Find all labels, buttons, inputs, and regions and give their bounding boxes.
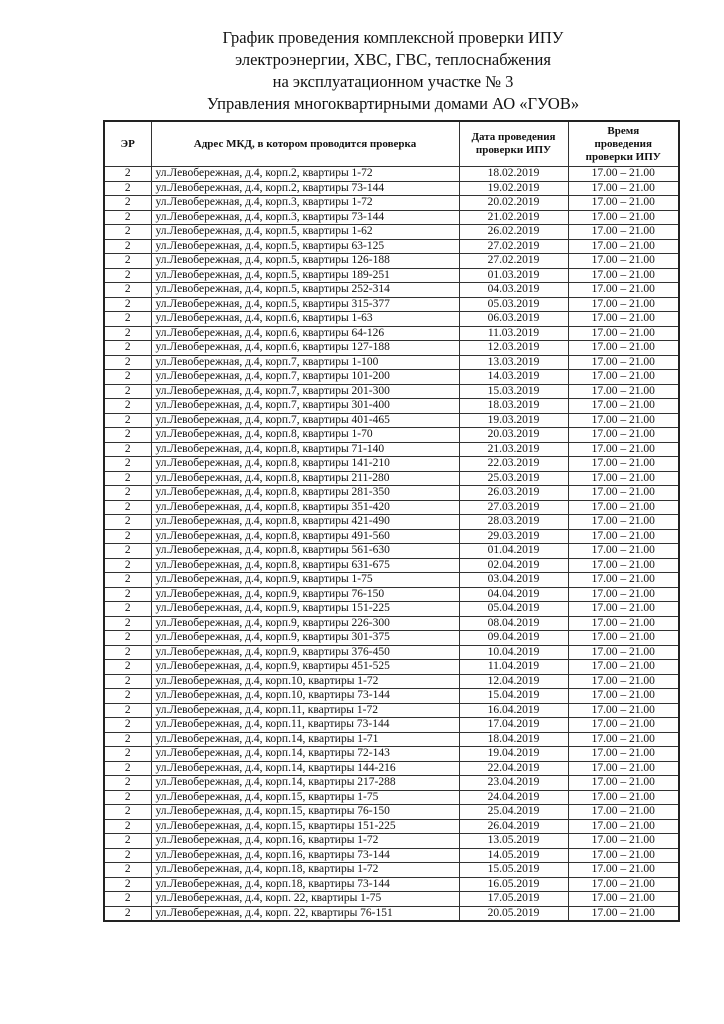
cell-date: 04.03.2019 [459, 283, 568, 298]
table-row [104, 776, 679, 791]
cell-date: 20.03.2019 [459, 428, 568, 443]
cell-address: ул.Левобережная, д.4, корп.18, квартиры 1-72 [151, 863, 459, 878]
cell-time: 17.00 – 21.00 [568, 529, 679, 544]
table-row [104, 587, 679, 602]
table-row [104, 268, 679, 283]
cell-er: 2 [104, 848, 151, 863]
table-row [104, 645, 679, 660]
table-row [104, 544, 679, 559]
table-row [104, 602, 679, 617]
cell-date: 16.05.2019 [459, 877, 568, 892]
cell-address: ул.Левобережная, д.4, корп.11, квартиры 73-144 [151, 718, 459, 733]
cell-date: 15.04.2019 [459, 689, 568, 704]
cell-date: 06.03.2019 [459, 312, 568, 327]
cell-er: 2 [104, 689, 151, 704]
cell-address: ул.Левобережная, д.4, корп.6, квартиры 127-188 [151, 341, 459, 356]
table-row [104, 167, 679, 182]
table-row [104, 863, 679, 878]
table-row [104, 631, 679, 646]
table-row [104, 515, 679, 530]
cell-time: 17.00 – 21.00 [568, 674, 679, 689]
table-row [104, 210, 679, 225]
cell-address: ул.Левобережная, д.4, корп.5, квартиры 315-377 [151, 297, 459, 312]
cell-address: ул.Левобережная, д.4, корп.10, квартиры 73-144 [151, 689, 459, 704]
cell-address: ул.Левобережная, д.4, корп.7, квартиры 1-100 [151, 355, 459, 370]
table-row [104, 239, 679, 254]
cell-date: 08.04.2019 [459, 616, 568, 631]
cell-address: ул.Левобережная, д.4, корп.16, квартиры 73-144 [151, 848, 459, 863]
cell-date: 26.02.2019 [459, 225, 568, 240]
cell-address: ул.Левобережная, д.4, корп. 22, квартиры 76-151 [151, 906, 459, 921]
cell-date: 15.03.2019 [459, 384, 568, 399]
table-row [104, 500, 679, 515]
cell-address: ул.Левобережная, д.4, корп.16, квартиры 1-72 [151, 834, 459, 849]
table-row [104, 529, 679, 544]
table-row [104, 805, 679, 820]
table-row [104, 297, 679, 312]
cell-date: 11.04.2019 [459, 660, 568, 675]
cell-time: 17.00 – 21.00 [568, 848, 679, 863]
cell-er: 2 [104, 457, 151, 472]
cell-date: 01.04.2019 [459, 544, 568, 559]
cell-time: 17.00 – 21.00 [568, 892, 679, 907]
cell-date: 17.05.2019 [459, 892, 568, 907]
cell-er: 2 [104, 399, 151, 414]
cell-address: ул.Левобережная, д.4, корп. 22, квартиры 1-75 [151, 892, 459, 907]
cell-time: 17.00 – 21.00 [568, 631, 679, 646]
cell-address: ул.Левобережная, д.4, корп.9, квартиры 451-525 [151, 660, 459, 675]
cell-date: 20.02.2019 [459, 196, 568, 211]
cell-time: 17.00 – 21.00 [568, 660, 679, 675]
table-row [104, 254, 679, 269]
cell-er: 2 [104, 877, 151, 892]
cell-time: 17.00 – 21.00 [568, 906, 679, 921]
cell-date: 12.03.2019 [459, 341, 568, 356]
table-row [104, 834, 679, 849]
cell-er: 2 [104, 587, 151, 602]
cell-address: ул.Левобережная, д.4, корп.8, квартиры 211-280 [151, 471, 459, 486]
cell-address: ул.Левобережная, д.4, корп.7, квартиры 401-465 [151, 413, 459, 428]
cell-er: 2 [104, 370, 151, 385]
cell-address: ул.Левобережная, д.4, корп.8, квартиры 491-560 [151, 529, 459, 544]
cell-er: 2 [104, 384, 151, 399]
cell-time: 17.00 – 21.00 [568, 297, 679, 312]
table-row [104, 906, 679, 921]
cell-address: ул.Левобережная, д.4, корп.8, квартиры 351-420 [151, 500, 459, 515]
cell-address: ул.Левобережная, д.4, корп.10, квартиры 1-72 [151, 674, 459, 689]
cell-address: ул.Левобережная, д.4, корп.14, квартиры 1-71 [151, 732, 459, 747]
cell-address: ул.Левобережная, д.4, корп.6, квартиры 64-126 [151, 326, 459, 341]
cell-time: 17.00 – 21.00 [568, 718, 679, 733]
cell-address: ул.Левобережная, д.4, корп.9, квартиры 301-375 [151, 631, 459, 646]
cell-date: 01.03.2019 [459, 268, 568, 283]
cell-er: 2 [104, 312, 151, 327]
table-row [104, 761, 679, 776]
cell-date: 04.04.2019 [459, 587, 568, 602]
cell-er: 2 [104, 326, 151, 341]
table-header-row [104, 121, 679, 167]
table-row [104, 413, 679, 428]
table-row [104, 848, 679, 863]
cell-er: 2 [104, 515, 151, 530]
schedule-table [103, 120, 680, 922]
cell-date: 29.03.2019 [459, 529, 568, 544]
cell-address: ул.Левобережная, д.4, корп.5, квартиры 126-188 [151, 254, 459, 269]
table-row [104, 718, 679, 733]
cell-er: 2 [104, 210, 151, 225]
cell-er: 2 [104, 834, 151, 849]
table-row [104, 573, 679, 588]
cell-time: 17.00 – 21.00 [568, 268, 679, 283]
table-row [104, 486, 679, 501]
cell-time: 17.00 – 21.00 [568, 805, 679, 820]
cell-date: 27.02.2019 [459, 239, 568, 254]
cell-er: 2 [104, 225, 151, 240]
cell-date: 15.05.2019 [459, 863, 568, 878]
cell-time: 17.00 – 21.00 [568, 239, 679, 254]
cell-date: 28.03.2019 [459, 515, 568, 530]
cell-time: 17.00 – 21.00 [568, 225, 679, 240]
cell-address: ул.Левобережная, д.4, корп.9, квартиры 1-75 [151, 573, 459, 588]
cell-date: 21.03.2019 [459, 442, 568, 457]
cell-time: 17.00 – 21.00 [568, 877, 679, 892]
cell-time: 17.00 – 21.00 [568, 457, 679, 472]
title-line: электроэнергии, ХВС, ГВС, теплоснабжения [235, 50, 551, 69]
header-date-line: Дата проведения [471, 131, 556, 143]
cell-address: ул.Левобережная, д.4, корп.6, квартиры 1-63 [151, 312, 459, 327]
cell-time: 17.00 – 21.00 [568, 573, 679, 588]
cell-er: 2 [104, 544, 151, 559]
cell-er: 2 [104, 283, 151, 298]
cell-date: 23.04.2019 [459, 776, 568, 791]
cell-date: 27.02.2019 [459, 254, 568, 269]
cell-date: 22.04.2019 [459, 761, 568, 776]
cell-address: ул.Левобережная, д.4, корп.18, квартиры 73-144 [151, 877, 459, 892]
cell-time: 17.00 – 21.00 [568, 196, 679, 211]
cell-er: 2 [104, 747, 151, 762]
cell-er: 2 [104, 239, 151, 254]
cell-er: 2 [104, 602, 151, 617]
cell-time: 17.00 – 21.00 [568, 312, 679, 327]
table-row [104, 457, 679, 472]
cell-address: ул.Левобережная, д.4, корп.7, квартиры 201-300 [151, 384, 459, 399]
cell-date: 09.04.2019 [459, 631, 568, 646]
table-row [104, 892, 679, 907]
cell-date: 22.03.2019 [459, 457, 568, 472]
header-time-line: проведения [594, 137, 652, 150]
table-row [104, 732, 679, 747]
table-row [104, 196, 679, 211]
cell-address: ул.Левобережная, д.4, корп.8, квартиры 281-350 [151, 486, 459, 501]
cell-address: ул.Левобережная, д.4, корп.8, квартиры 631-675 [151, 558, 459, 573]
cell-time: 17.00 – 21.00 [568, 399, 679, 414]
cell-address: ул.Левобережная, д.4, корп.8, квартиры 421-490 [151, 515, 459, 530]
table-row [104, 225, 679, 240]
cell-time: 17.00 – 21.00 [568, 370, 679, 385]
cell-er: 2 [104, 906, 151, 921]
cell-address: ул.Левобережная, д.4, корп.15, квартиры 76-150 [151, 805, 459, 820]
cell-address: ул.Левобережная, д.4, корп.3, квартиры 73-144 [151, 210, 459, 225]
cell-er: 2 [104, 167, 151, 182]
cell-address: ул.Левобережная, д.4, корп.8, квартиры 1-70 [151, 428, 459, 443]
cell-er: 2 [104, 181, 151, 196]
cell-time: 17.00 – 21.00 [568, 558, 679, 573]
table-row [104, 399, 679, 414]
cell-time: 17.00 – 21.00 [568, 413, 679, 428]
cell-er: 2 [104, 776, 151, 791]
header-date [459, 121, 568, 167]
table-row [104, 442, 679, 457]
cell-er: 2 [104, 355, 151, 370]
cell-time: 17.00 – 21.00 [568, 616, 679, 631]
cell-date: 25.03.2019 [459, 471, 568, 486]
cell-time: 17.00 – 21.00 [568, 341, 679, 356]
cell-time: 17.00 – 21.00 [568, 863, 679, 878]
table-row [104, 283, 679, 298]
cell-address: ул.Левобережная, д.4, корп.14, квартиры 217-288 [151, 776, 459, 791]
title-line: График проведения комплексной проверки ИПУ [222, 28, 564, 47]
cell-address: ул.Левобережная, д.4, корп.9, квартиры 76-150 [151, 587, 459, 602]
cell-time: 17.00 – 21.00 [568, 776, 679, 791]
cell-er: 2 [104, 413, 151, 428]
header-time [568, 121, 679, 167]
cell-date: 12.04.2019 [459, 674, 568, 689]
cell-time: 17.00 – 21.00 [568, 747, 679, 762]
cell-er: 2 [104, 341, 151, 356]
cell-address: ул.Левобережная, д.4, корп.5, квартиры 1-62 [151, 225, 459, 240]
cell-time: 17.00 – 21.00 [568, 210, 679, 225]
title-line: Управления многоквартирными домами АО «ГУОВ» [206, 94, 580, 113]
cell-time: 17.00 – 21.00 [568, 761, 679, 776]
table-row [104, 341, 679, 356]
cell-date: 13.05.2019 [459, 834, 568, 849]
cell-date: 19.03.2019 [459, 413, 568, 428]
cell-address: ул.Левобережная, д.4, корп.9, квартиры 151-225 [151, 602, 459, 617]
cell-address: ул.Левобережная, д.4, корп.9, квартиры 376-450 [151, 645, 459, 660]
cell-er: 2 [104, 268, 151, 283]
cell-time: 17.00 – 21.00 [568, 819, 679, 834]
cell-address: ул.Левобережная, д.4, корп.15, квартиры 151-225 [151, 819, 459, 834]
cell-date: 14.05.2019 [459, 848, 568, 863]
cell-date: 10.04.2019 [459, 645, 568, 660]
table-row [104, 790, 679, 805]
cell-er: 2 [104, 500, 151, 515]
cell-er: 2 [104, 254, 151, 269]
header-time-line: проверки ИПУ [585, 150, 661, 163]
cell-date: 24.04.2019 [459, 790, 568, 805]
cell-er: 2 [104, 645, 151, 660]
cell-er: 2 [104, 732, 151, 747]
cell-time: 17.00 – 21.00 [568, 326, 679, 341]
cell-er: 2 [104, 718, 151, 733]
cell-time: 17.00 – 21.00 [568, 428, 679, 443]
cell-er: 2 [104, 442, 151, 457]
cell-time: 17.00 – 21.00 [568, 181, 679, 196]
cell-address: ул.Левобережная, д.4, корп.5, квартиры 189-251 [151, 268, 459, 283]
table-row [104, 558, 679, 573]
cell-date: 21.02.2019 [459, 210, 568, 225]
table-row [104, 355, 679, 370]
table-row [104, 384, 679, 399]
cell-address: ул.Левобережная, д.4, корп.7, квартиры 301-400 [151, 399, 459, 414]
cell-er: 2 [104, 471, 151, 486]
header-date-line: проверки ИПУ [475, 144, 552, 156]
cell-er: 2 [104, 703, 151, 718]
header-address: Адрес МКД, в котором проводится проверка [151, 121, 459, 167]
cell-time: 17.00 – 21.00 [568, 167, 679, 182]
header-er: ЭР [104, 121, 151, 167]
cell-date: 18.04.2019 [459, 732, 568, 747]
cell-er: 2 [104, 863, 151, 878]
cell-time: 17.00 – 21.00 [568, 254, 679, 269]
cell-time: 17.00 – 21.00 [568, 703, 679, 718]
cell-date: 20.05.2019 [459, 906, 568, 921]
cell-time: 17.00 – 21.00 [568, 355, 679, 370]
cell-time: 17.00 – 21.00 [568, 587, 679, 602]
cell-er: 2 [104, 196, 151, 211]
table-row [104, 877, 679, 892]
cell-address: ул.Левобережная, д.4, корп.15, квартиры 1-75 [151, 790, 459, 805]
cell-address: ул.Левобережная, д.4, корп.14, квартиры 144-216 [151, 761, 459, 776]
cell-date: 13.03.2019 [459, 355, 568, 370]
cell-er: 2 [104, 631, 151, 646]
cell-date: 03.04.2019 [459, 573, 568, 588]
cell-address: ул.Левобережная, д.4, корп.7, квартиры 101-200 [151, 370, 459, 385]
cell-address: ул.Левобережная, д.4, корп.8, квартиры 141-210 [151, 457, 459, 472]
cell-time: 17.00 – 21.00 [568, 689, 679, 704]
cell-date: 26.04.2019 [459, 819, 568, 834]
table-row [104, 370, 679, 385]
cell-er: 2 [104, 428, 151, 443]
cell-date: 19.02.2019 [459, 181, 568, 196]
table-row [104, 181, 679, 196]
cell-address: ул.Левобережная, д.4, корп.5, квартиры 252-314 [151, 283, 459, 298]
table-row [104, 689, 679, 704]
cell-time: 17.00 – 21.00 [568, 732, 679, 747]
table-row [104, 471, 679, 486]
cell-er: 2 [104, 573, 151, 588]
cell-er: 2 [104, 892, 151, 907]
cell-time: 17.00 – 21.00 [568, 486, 679, 501]
cell-date: 19.04.2019 [459, 747, 568, 762]
cell-er: 2 [104, 558, 151, 573]
cell-time: 17.00 – 21.00 [568, 645, 679, 660]
cell-time: 17.00 – 21.00 [568, 790, 679, 805]
cell-address: ул.Левобережная, д.4, корп.14, квартиры 72-143 [151, 747, 459, 762]
cell-er: 2 [104, 674, 151, 689]
cell-er: 2 [104, 616, 151, 631]
table-row [104, 703, 679, 718]
cell-address: ул.Левобережная, д.4, корп.3, квартиры 1-72 [151, 196, 459, 211]
cell-address: ул.Левобережная, д.4, корп.8, квартиры 71-140 [151, 442, 459, 457]
cell-time: 17.00 – 21.00 [568, 834, 679, 849]
table-row [104, 819, 679, 834]
cell-time: 17.00 – 21.00 [568, 602, 679, 617]
cell-time: 17.00 – 21.00 [568, 471, 679, 486]
cell-er: 2 [104, 805, 151, 820]
table-row [104, 312, 679, 327]
cell-address: ул.Левобережная, д.4, корп.11, квартиры 1-72 [151, 703, 459, 718]
cell-time: 17.00 – 21.00 [568, 544, 679, 559]
cell-date: 25.04.2019 [459, 805, 568, 820]
cell-date: 14.03.2019 [459, 370, 568, 385]
table-row [104, 428, 679, 443]
cell-time: 17.00 – 21.00 [568, 515, 679, 530]
cell-time: 17.00 – 21.00 [568, 500, 679, 515]
cell-date: 05.04.2019 [459, 602, 568, 617]
cell-date: 26.03.2019 [459, 486, 568, 501]
cell-er: 2 [104, 761, 151, 776]
table-row [104, 674, 679, 689]
cell-er: 2 [104, 529, 151, 544]
document-title [100, 27, 686, 115]
cell-er: 2 [104, 297, 151, 312]
cell-date: 11.03.2019 [459, 326, 568, 341]
cell-address: ул.Левобережная, д.4, корп.2, квартиры 73-144 [151, 181, 459, 196]
cell-date: 02.04.2019 [459, 558, 568, 573]
cell-er: 2 [104, 486, 151, 501]
table-row [104, 326, 679, 341]
cell-date: 17.04.2019 [459, 718, 568, 733]
title-line: на эксплуатационном участке № 3 [272, 72, 514, 91]
cell-date: 18.02.2019 [459, 167, 568, 182]
cell-er: 2 [104, 819, 151, 834]
cell-time: 17.00 – 21.00 [568, 283, 679, 298]
cell-time: 17.00 – 21.00 [568, 384, 679, 399]
cell-address: ул.Левобережная, д.4, корп.9, квартиры 226-300 [151, 616, 459, 631]
header-time-line: Время [607, 124, 640, 137]
cell-date: 18.03.2019 [459, 399, 568, 414]
table-row [104, 747, 679, 762]
cell-date: 27.03.2019 [459, 500, 568, 515]
cell-er: 2 [104, 660, 151, 675]
cell-address: ул.Левобережная, д.4, корп.2, квартиры 1-72 [151, 167, 459, 182]
cell-date: 05.03.2019 [459, 297, 568, 312]
cell-date: 16.04.2019 [459, 703, 568, 718]
cell-er: 2 [104, 790, 151, 805]
table-row [104, 660, 679, 675]
cell-time: 17.00 – 21.00 [568, 442, 679, 457]
cell-address: ул.Левобережная, д.4, корп.8, квартиры 561-630 [151, 544, 459, 559]
cell-address: ул.Левобережная, д.4, корп.5, квартиры 63-125 [151, 239, 459, 254]
table-row [104, 616, 679, 631]
